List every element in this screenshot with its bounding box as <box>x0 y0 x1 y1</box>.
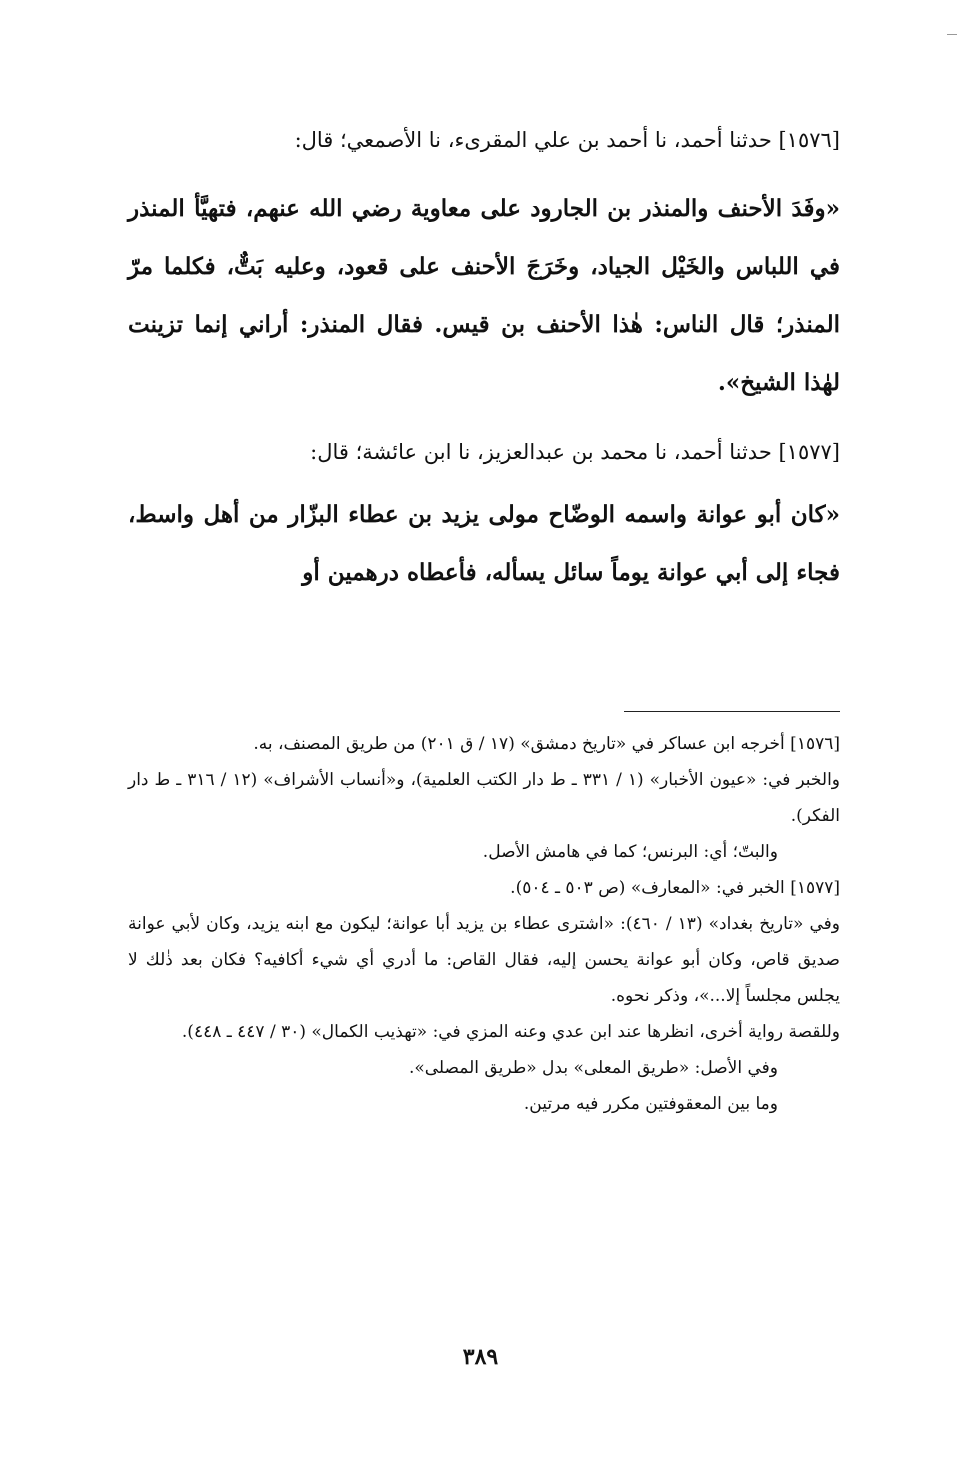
scan-mark <box>947 34 957 35</box>
footnote-1577-source: [١٥٧٧] الخبر في: «المعارف» (ص ٥٠٣ ـ ٥٠٤). <box>510 878 840 898</box>
narration-1577: [١٥٧٧] حدثنا أحمد، نا محمد بن عبدالعزيز، نا ابن عائشة؛ قال: <box>310 440 840 464</box>
footnote-1576-parallels: والخبر في: «عيون الأخبار» (١ / ٣٣١ ـ ط دار الكتب العلمية)، و«أنساب الأشراف» (١٢ / ٣١٦ ـ ط دار الفكر). <box>128 770 841 826</box>
footnote-1576-gloss: والبتّ؛ أي: البرنس؛ كما في هامش الأصل. <box>482 842 778 862</box>
footnote-separator <box>624 711 840 712</box>
footnotes <box>128 726 840 1122</box>
narration-1576: [١٥٧٦] حدثنا أحمد، نا أحمد بن علي المقرىء، نا الأصمعي؛ قال: <box>294 128 840 152</box>
quote-1577: «كان أبو عوانة واسمه الوضّاح مولى يزيد بن عطاء البزّار من أهل واسط، فجاء إلى أبي عوانة يوماً سائل يسأله، فأعطاه درهمين أو <box>128 501 840 586</box>
footnote-1577-variant: وفي الأصل: «طريق المعلى» بدل «طريق المصلى». <box>408 1058 778 1078</box>
main-text <box>128 112 840 602</box>
page-number: ٣٨٩ <box>462 1344 499 1370</box>
footnote-1576-source: [١٥٧٦] أخرجه ابن عساكر في «تاريخ دمشق» (١٧ / ق ٢٠١) من طريق المصنف، به. <box>253 734 840 754</box>
quote-1576: «وفَدَ الأحنف والمنذر بن الجارود على معاوية رضي الله عنهم، فتهيَّأ المنذر في اللباس والخَيْل الجياد، وخَرَجَ الأحنف على قعود، وعليه بَتٌّ، فكلما مرّ المنذر؛ قال الناس: هٰذا الأحنف بن قيس. فقال المنذر: أراني إنما تزينت لهٰذا الشيخ». <box>128 195 840 396</box>
footnote-1577-repetition: وما بين المعقوفتين مكرر فيه مرتين. <box>523 1094 778 1114</box>
footnote-1577-other-version: وللقصة رواية أخرى، انظرها عند ابن عدي وعنه المزي في: «تهذيب الكمال» (٣٠ / ٤٤٧ ـ ٤٤٨). <box>181 1022 840 1042</box>
footnote-1577-tarikh-baghdad: وفي «تاريخ بغداد» (١٣ / ٤٦٠): «اشترى عطاء بن يزيد أبا عوانة؛ ليكون مع ابنه يزيد، وكان لأبي عوانة صديق قاص، وكان أبو عوانة يحسن إليه، فقال القاص: ما أدري أي شيء أكافيه؟ فكان بعد ذٰلك لا يجلس مجلساً إلا...»، وذكر نحوه. <box>128 914 840 1006</box>
